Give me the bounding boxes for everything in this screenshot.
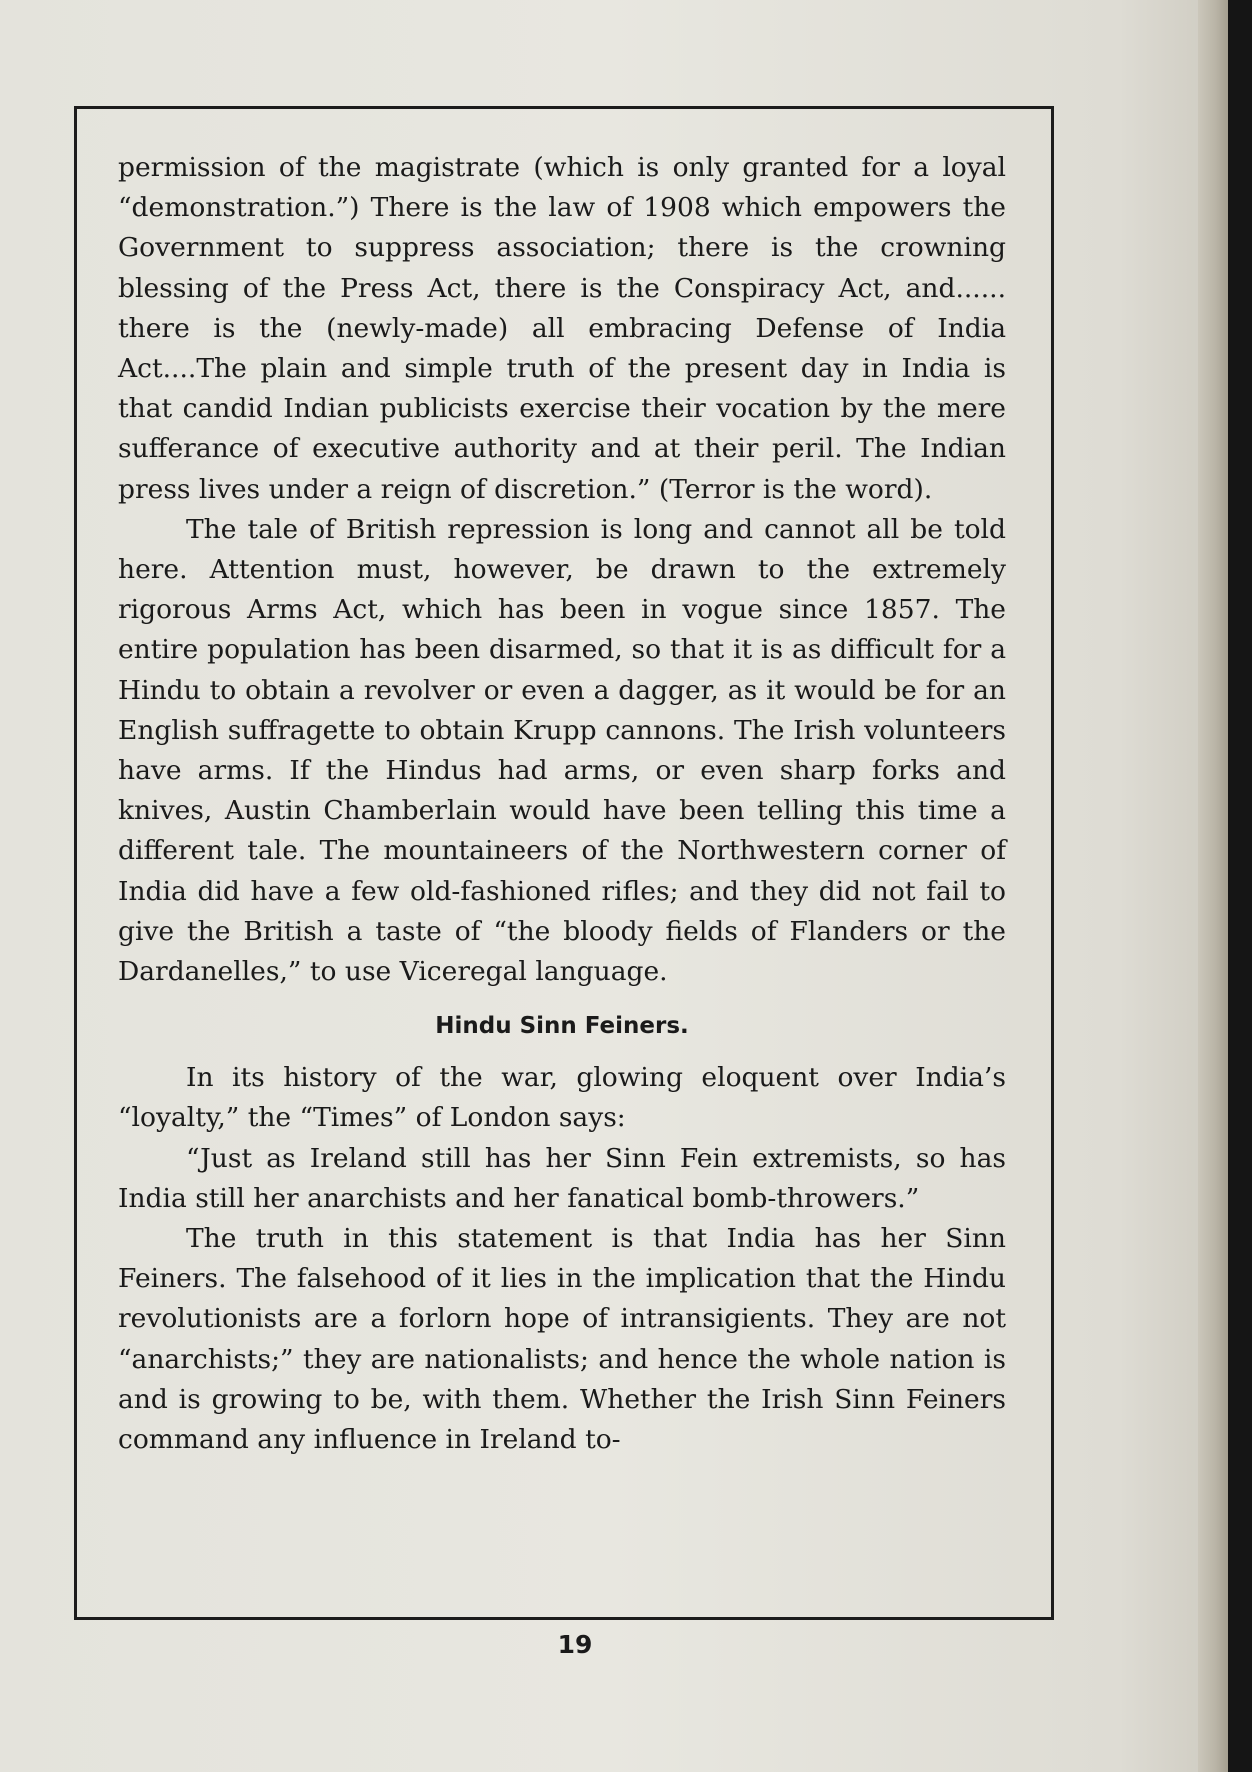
background-strip	[1228, 0, 1252, 1772]
paragraph-1: permission of the magistrate (which is only granted for a loyal “demonstration.”) There is the law of 1908 which empowers the Government to suppress association; there is the crowning blessing of the Press Act, there is the Conspiracy Act, and...... there is the (newly-made) all embracing Defense of India Act....The plain and simple truth of the present day in India is that candid Indian publicists exercise their vocation by the mere sufferance of executive authority and at their peril. The Indian press lives under a reign of discretion.” (Terror is the word).	[118, 152, 1006, 505]
quote-paragraph: “Just as Ireland still has her Sinn Fein extremists, so has India still her anarchists and her fanatical bomb-throwers.”	[118, 1142, 1006, 1214]
section-heading: Hindu Sinn Feiners.	[435, 1013, 689, 1040]
page-number: 19	[557, 1630, 593, 1659]
page-edge	[1198, 0, 1228, 1772]
page-body	[118, 148, 1006, 1460]
paragraph-2: The tale of British repression is long and cannot all be told here. Attention must, however, be drawn to the extremely rigorous Arms Act, which has been in vogue since 1857. The entire population has been disarmed, so that it is as difficult for a Hindu to obtain a revolver or even a dagger, as it would be for an English suffragette to obtain Krupp cannons. The Irish volunteers have arms. If the Hindus had arms, or even sharp forks and knives, Austin Chamberlain would have been telling this time a different tale. The mountaineers of the Northwestern corner of India did have a few old-fashioned rifles; and they did not fail to give the British a taste of “the bloody fields of Flanders or the Dardanelles,” to use Viceregal language.	[118, 513, 1006, 988]
paragraph-3: In its history of the war, glowing eloquent over India’s “loyalty,” the “Times” of London says:	[118, 1062, 1006, 1134]
paragraph-5: The truth in this statement is that India has her Sinn Feiners. The falsehood of it lies in the implication that the Hindu revolutionists are a forlorn hope of intransigients. They are not “anarchists;” they are nationalists; and hence the whole nation is and is growing to be, with them. Whether the Irish Sinn Feiners command any influence in Ireland to-	[118, 1223, 1006, 1456]
